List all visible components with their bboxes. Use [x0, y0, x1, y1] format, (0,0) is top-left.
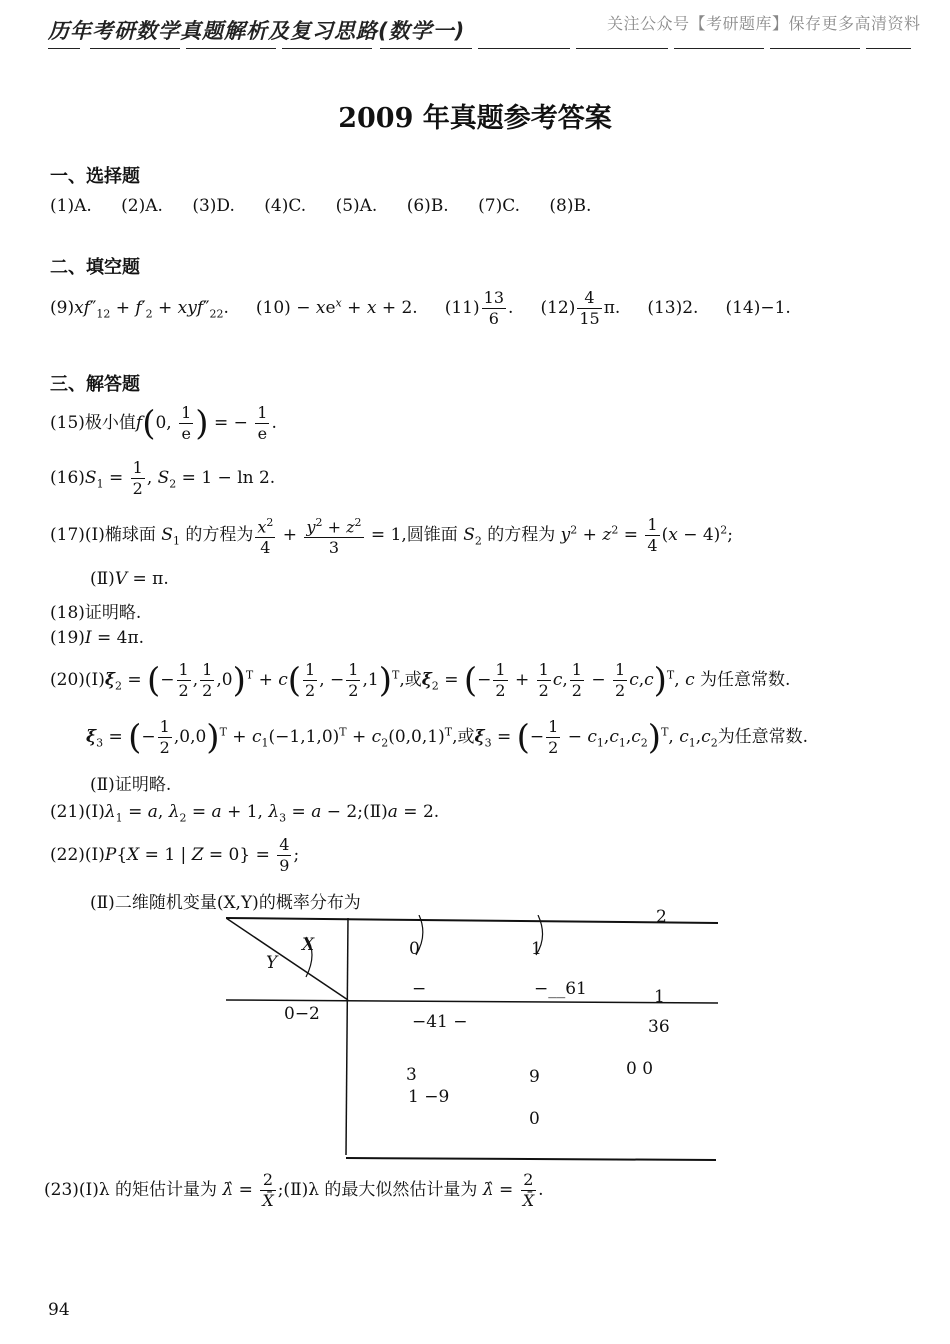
page-number: 94: [48, 1300, 70, 1320]
choice-answer: (6)B.: [406, 196, 449, 216]
table-diagonal: [226, 918, 348, 1000]
fill-answer-10: $(10) - xe^x + x + 2$.: [255, 296, 418, 318]
answer-16: $(16)S_1$ = $\frac{1}{2}$ , $S_2 = 1 - \ln 2$.: [50, 458, 276, 498]
header-rule: [674, 48, 764, 49]
page-header: [0, 0, 950, 56]
choice-answers: [50, 196, 615, 216]
header-rule: [866, 48, 911, 49]
table-lines: [226, 915, 718, 1161]
table-vertical-rule: [346, 918, 348, 1155]
table-col-header: 1: [531, 939, 542, 959]
answer-19: (19)I = 4π.: [50, 628, 145, 648]
header-rule: [576, 48, 668, 49]
choice-answer: (2)A.: [121, 196, 163, 216]
table-bottom-rule: [346, 1158, 716, 1160]
fill-answer-9: $(9)xf''_{12} + f'_2 + xyf''_{22}$.: [50, 298, 229, 321]
fill-answer-13: (13)2.: [647, 298, 699, 318]
choice-answer: (5)A.: [335, 196, 378, 216]
header-watermark: 关注公众号【考研题库】保存更多高清资料: [607, 14, 921, 33]
fill-answers: [50, 288, 791, 329]
choice-answer: (7)C.: [478, 196, 521, 216]
answer-18: (18)证明略.: [50, 603, 142, 623]
table-cell: 1 −9: [408, 1087, 450, 1107]
answer-20-xi2: $(20)(Ⅰ)\xi_2$ = (− $\frac{1}{2}$ , $\frac{1}{2}$ ,0)$^T$ + c( $\frac{1}{2}$ , − $\frac{1}{2}$ ,1)$^T$,或$\xi_2$ = (− $\frac{1}{2}$ + $\frac{1}{2}$ c, $\frac{1}{2}$ − $\frac{1}{2}$ c,c)$^T$, c 为任意常数.: [50, 660, 791, 701]
header-rule: [186, 48, 276, 49]
table-cell: 3: [406, 1065, 417, 1085]
section-heading-solve: 三、解答题: [50, 374, 140, 395]
table-col-header: 0: [409, 939, 420, 959]
table-y-label: Y: [266, 953, 278, 973]
header-rule: [90, 48, 180, 49]
choice-answer: (8)B.: [549, 196, 592, 216]
table-cell: 1: [654, 987, 665, 1007]
table-header-rule: [226, 1000, 718, 1003]
answer-23: (23)(Ⅰ)λ 的矩估计量为 λ̂ = $\frac{2}{X̄}$ ;(Ⅱ)λ 的最大似然估计量为 λ̂ = $\frac{2}{X̄}$ .: [44, 1170, 544, 1210]
choice-answer: (4)C.: [264, 196, 307, 216]
answer-22-part1: (22)(Ⅰ)P{X = 1 | Z = 0} = $\frac{4}{9}$ ;: [50, 835, 300, 875]
choice-answer: (1)A.: [50, 196, 92, 216]
table-cell: 36: [648, 1017, 670, 1037]
fill-answer-11: (11) $\frac{13}{6}$ .: [444, 288, 514, 328]
choice-answer: (3)D.: [192, 196, 235, 216]
answer-15: (15)极小值f(0, $\frac{1}{e}$ ) = − $\frac{1}{e}$ .: [50, 403, 277, 444]
answer-20-part2: (Ⅱ)证明略.: [90, 775, 172, 795]
table-col-header: 2: [656, 907, 667, 927]
table-x-label: X: [302, 935, 315, 955]
table-row-header: 0−2: [284, 1004, 320, 1024]
header-rule: [48, 48, 80, 49]
header-rule: [770, 48, 860, 49]
table-top-rule: [226, 918, 718, 923]
table-cell: −: [412, 979, 427, 999]
answer-17-part1: (17)(Ⅰ)椭球面 $S_1$ 的方程为 $\frac{x^2}{4}$ + $\frac{y^2 + z^2}{3}$ = 1,圆锥面 $S_2$ 的方程为 $y^2 + z^2$ = $\frac{1}{4}$ $(x - 4)^2$;: [50, 513, 733, 558]
fill-answer-12: (12) $\frac{4}{15}$ π.: [540, 288, 621, 328]
page-title: 2009 年真题参考答案: [338, 103, 612, 134]
table-cell: 9: [529, 1067, 540, 1087]
header-rule: [282, 48, 372, 49]
answer-21: $(21)(Ⅰ)\lambda_1 = a$, $\lambda_2 = a + 1$, $\lambda_3 = a$ − 2;(Ⅱ)a = 2.: [50, 802, 440, 825]
table-cell: 0 0: [626, 1059, 654, 1079]
header-rule: [478, 48, 570, 49]
fill-answer-14: (14)−1.: [725, 298, 791, 318]
table-cell: 0: [529, 1109, 540, 1129]
table-cell: −41 −: [412, 1012, 468, 1032]
answer-22-part2: (Ⅱ)二维随机变量(X,Y)的概率分布为: [90, 893, 361, 913]
section-heading-choice: 一、选择题: [50, 166, 140, 187]
probability-table: [226, 907, 718, 1161]
table-cell: −__61: [534, 979, 587, 999]
answer-20-xi3: $\xi_3$ = (− $\frac{1}{2}$ $,0,0)^T + c_1(-1,1,0)^T + c_2(0,0,1)^T$,或$\xi_3$ = (− $\frac{1}{2}$ − $c_1,c_1,c_2)^T$, $c_1,c_2$为任意常数.: [86, 717, 809, 758]
answer-17-part2: (Ⅱ)V = π.: [90, 569, 169, 589]
header-book-title: 历年考研数学真题解析及复习思路(数学一): [48, 19, 466, 43]
header-rule: [380, 48, 472, 49]
section-heading-fill: 二、填空题: [50, 257, 140, 278]
